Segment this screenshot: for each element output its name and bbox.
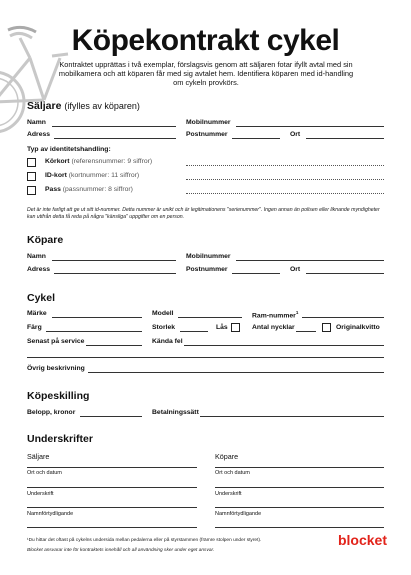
payment-method-field[interactable] xyxy=(200,416,384,417)
buyer-mobile-field[interactable] xyxy=(236,260,384,261)
bike-model-label: Modell xyxy=(152,310,174,317)
buyer-city-field[interactable] xyxy=(306,273,384,274)
original-receipt-label: Originalkvitto xyxy=(336,324,380,331)
seller-name-label: Namn xyxy=(27,119,46,126)
seller-signature-field[interactable] xyxy=(27,487,197,488)
signatures-heading: Underskrifter xyxy=(27,433,93,445)
seller-name-clarification-field-line2[interactable] xyxy=(27,527,197,528)
page-title: Köpekontrakt cykel xyxy=(71,24,340,57)
buyer-postal-label: Postnummer xyxy=(186,266,228,273)
buyer-name-clarification-field[interactable] xyxy=(215,507,384,508)
id-type-pass-checkbox[interactable] xyxy=(27,186,36,195)
seller-heading: Säljare xyxy=(27,100,62,112)
seller-name-clarification-field[interactable] xyxy=(27,507,197,508)
seller-postal-label: Postnummer xyxy=(186,131,228,138)
bike-model-field[interactable] xyxy=(178,317,242,318)
seller-place-date-label: Ort och datum xyxy=(27,470,62,476)
blocket-logo: blocket xyxy=(337,532,387,548)
amount-label: Belopp, kronor xyxy=(27,409,76,416)
id-type-idkort-label: ID-kort (kortnummer: 11 siffror) xyxy=(45,172,140,179)
id-number-note: Det är inte farligt att ge ut sitt id-nummer. Detta nummer är unikt och är legitimationens "serienummer". Ingen annan än polisen eller liknande myndigheter kan utifrån detta få reda på några "känsliga" uppgifter om en person. xyxy=(27,207,380,220)
footnote-disclaimer: Blocket ansvarar inte för kontraktets innehåll och all användning sker under eget ansvar. xyxy=(27,548,215,553)
seller-mobile-label: Mobilnummer xyxy=(186,119,231,126)
bike-key-count-label: Antal nycklar xyxy=(252,324,295,331)
bike-lock-label: Lås xyxy=(216,324,228,331)
seller-city-label: Ort xyxy=(290,131,301,138)
known-faults-field-line2[interactable] xyxy=(27,357,384,358)
seller-address-label: Adress xyxy=(27,131,51,138)
buyer-name-label: Namn xyxy=(27,253,46,260)
seller-city-field[interactable] xyxy=(306,138,384,139)
bike-brand-label: Märke xyxy=(27,310,47,317)
seller-place-date-field[interactable] xyxy=(27,467,197,468)
bike-size-label: Storlek xyxy=(152,324,176,331)
other-description-field[interactable] xyxy=(88,372,384,373)
idkort-number-field[interactable] xyxy=(186,179,384,180)
id-type-idkort-checkbox[interactable] xyxy=(27,172,36,181)
buyer-postal-field[interactable] xyxy=(232,273,280,274)
seller-subheading: (ifylles av köparen) xyxy=(64,101,140,111)
buyer-signature-label: Underskrift xyxy=(215,491,242,497)
buyer-place-date-field[interactable] xyxy=(215,467,384,468)
amount-field[interactable] xyxy=(80,416,142,417)
other-description-label: Övrig beskrivning xyxy=(27,365,85,372)
korkort-number-field[interactable] xyxy=(186,165,384,166)
seller-address-field[interactable] xyxy=(54,138,176,139)
seller-name-field[interactable] xyxy=(52,126,176,127)
seller-name-clarification-label: Namnförtydligande xyxy=(27,511,74,517)
buyer-heading: Köpare xyxy=(27,234,64,246)
bike-lock-checkbox[interactable] xyxy=(231,323,240,332)
last-service-field[interactable] xyxy=(86,345,142,346)
seller-section-heading xyxy=(27,100,140,112)
signature-buyer-label: Köpare xyxy=(215,452,239,461)
signature-seller-label: Säljare xyxy=(27,452,50,461)
pass-number-field[interactable] xyxy=(186,193,384,194)
seller-signature-label: Underskrift xyxy=(27,491,54,497)
id-type-korkort-checkbox[interactable] xyxy=(27,158,36,167)
buyer-address-field[interactable] xyxy=(54,273,176,274)
id-type-korkort-label: Körkort (referensnummer: 9 siffror) xyxy=(45,158,153,165)
id-type-pass-label: Pass (passnummer: 8 siffror) xyxy=(45,186,133,193)
buyer-name-field[interactable] xyxy=(52,260,176,261)
bike-key-count-field[interactable] xyxy=(296,331,316,332)
original-receipt-checkbox[interactable] xyxy=(322,323,331,332)
bike-frame-number-field[interactable] xyxy=(302,317,384,318)
purchase-price-heading: Köpeskilling xyxy=(27,390,90,402)
buyer-name-clarification-label: Namnförtydligande xyxy=(215,511,262,517)
seller-mobile-field[interactable] xyxy=(236,126,384,127)
bike-size-field[interactable] xyxy=(180,331,208,332)
last-service-label: Senast på service xyxy=(27,338,85,345)
known-faults-field[interactable] xyxy=(184,345,384,346)
buyer-address-label: Adress xyxy=(27,266,51,273)
buyer-city-label: Ort xyxy=(290,266,301,273)
bike-heading: Cykel xyxy=(27,292,56,304)
buyer-mobile-label: Mobilnummer xyxy=(186,253,231,260)
bike-brand-field[interactable] xyxy=(52,317,142,318)
footnote-frame-number: ¹Du hittar det oftast på cykelns undersida mellan pedalerna eller på styrstammen (främre stolpen under styret). xyxy=(27,538,262,543)
buyer-signature-field[interactable] xyxy=(215,487,384,488)
buyer-place-date-label: Ort och datum xyxy=(215,470,250,476)
known-faults-label: Kända fel xyxy=(152,338,183,345)
bike-color-field[interactable] xyxy=(46,331,142,332)
buyer-name-clarification-field-line2[interactable] xyxy=(215,527,384,528)
bike-color-label: Färg xyxy=(27,324,42,331)
seller-postal-field[interactable] xyxy=(232,138,280,139)
id-type-label: Typ av identitetshandling: xyxy=(27,146,111,153)
payment-method-label: Betalningssätt xyxy=(152,409,199,416)
intro-text: Kontraktet upprättas i två exemplar, förslagsvis genom att säljaren fotar ifyllt avtal med sin mobilkamera och att köparen får med sig avtalet hem. Identifiera köparen med id-handling om cykeln provkörs. xyxy=(58,60,354,87)
bike-frame-number-label: Ram-nummer$^1$ xyxy=(252,310,299,320)
